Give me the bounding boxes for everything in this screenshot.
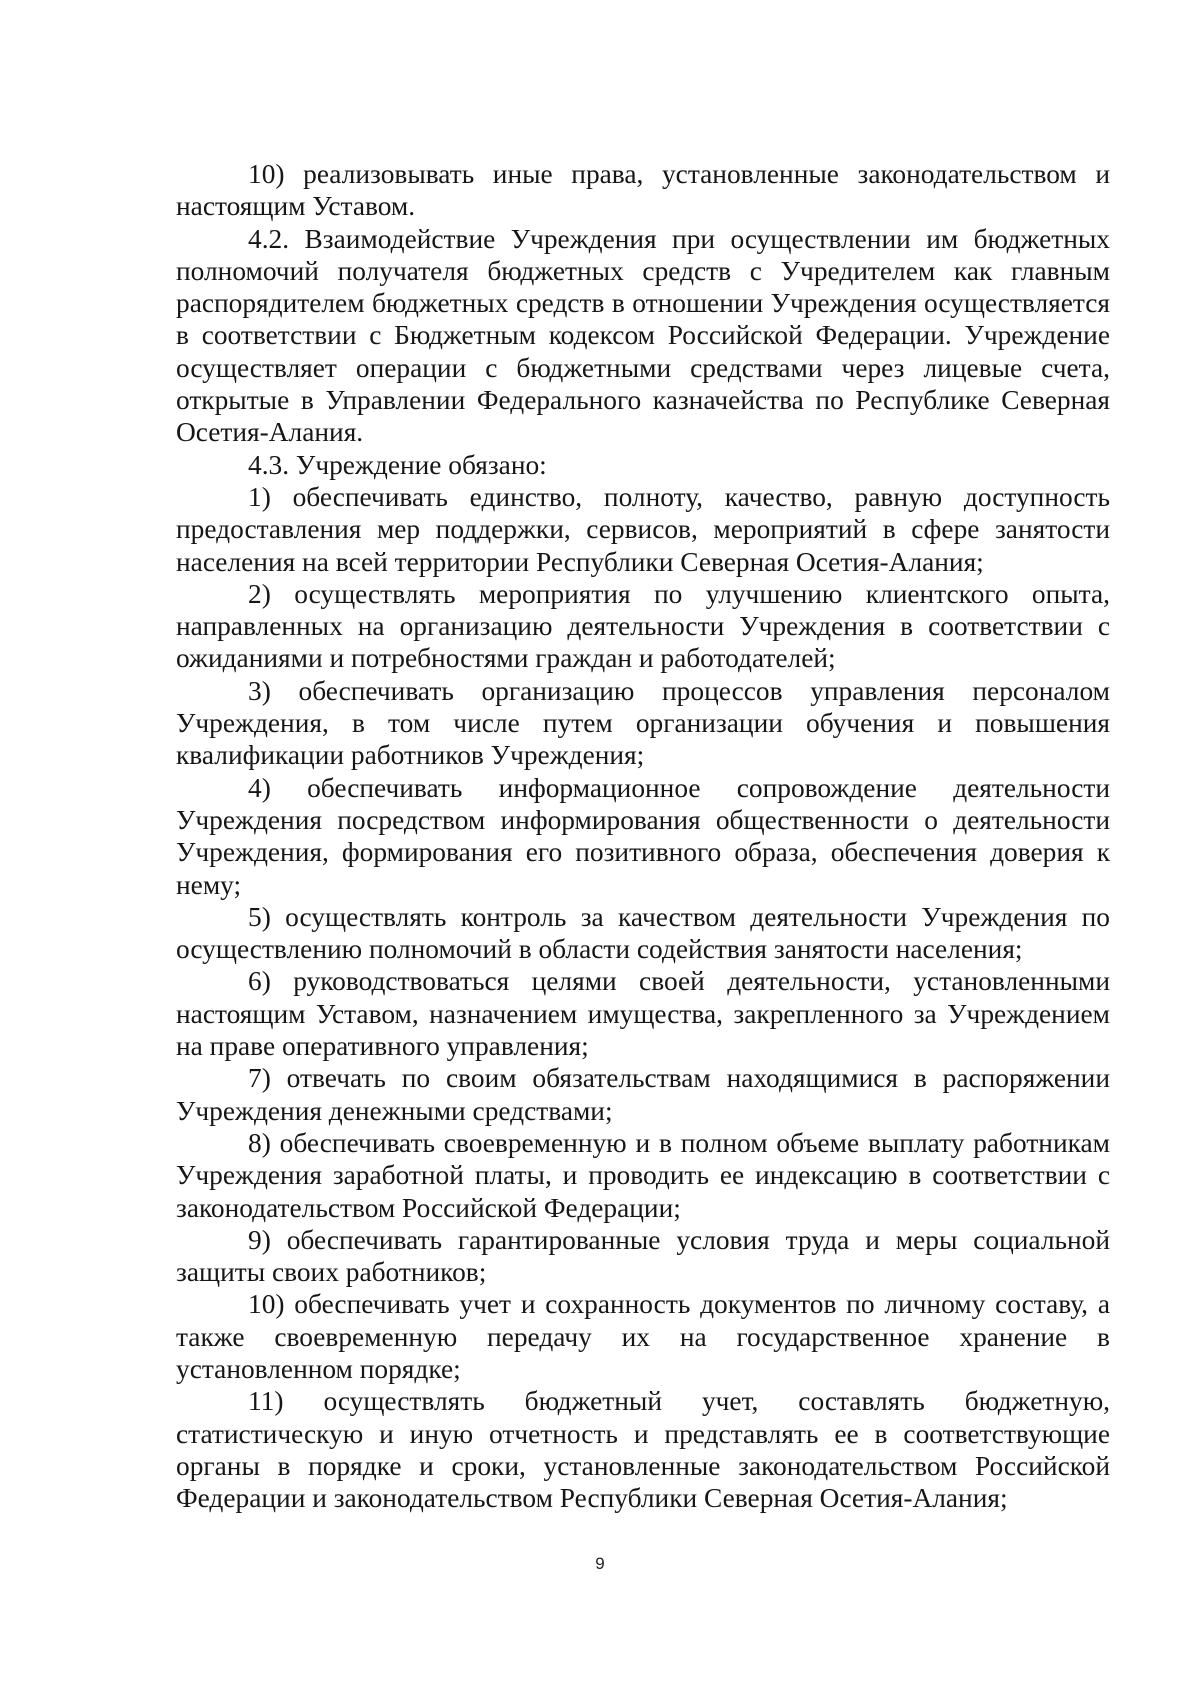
- paragraph-4-2: 4.2. Взаимодействие Учреждения при осуществлении им бюджетных полномочий получателя бюджетных средств с Учредителем как главным распорядителем бюджетных средств в отношении Учреждения осуществляется в соответствии с Бюджетным кодексом Российской Федерации. Учреждение осуществляет операции с бюджетными средствами через лицевые счета, открытые в Управлении Федерального казначейства по Республике Северная Осетия-Алания.: [176, 223, 1110, 448]
- list-item-11: 11) осуществлять бюджетный учет, составлять бюджетную, статистическую и иную отчетность и представлять ее в соответствующие органы в порядке и сроки, установленные законодательством Российской Федерации и законодательством Республики Северная Осетия-Алания;: [176, 1386, 1110, 1514]
- list-item-2: 2) осуществлять мероприятия по улучшению клиентского опыта, направленных на организацию деятельности Учреждения в соответствии с ожиданиями и потребностями граждан и работодателей;: [176, 578, 1110, 674]
- list-item-9: 9) обеспечивать гарантированные условия труда и меры социальной защиты своих работников;: [176, 1224, 1110, 1288]
- list-item-4: 4) обеспечивать информационное сопровождение деятельности Учреждения посредством информирования общественности о деятельности Учреждения, формирования его позитивного образа, обеспечения доверия к нему;: [176, 772, 1110, 900]
- list-item-8: 8) обеспечивать своевременную и в полном объеме выплату работникам Учреждения заработной платы, и проводить ее индексацию в соответствии с законодательством Российской Федерации;: [176, 1127, 1110, 1223]
- list-item-10: 10) обеспечивать учет и сохранность документов по личному составу, а также своевременную передачу их на государственное хранение в установленном порядке;: [176, 1289, 1110, 1384]
- page-number: 9: [595, 1554, 605, 1573]
- list-item-1: 1) обеспечивать единство, полноту, качество, равную доступность предоставления мер поддержки, сервисов, мероприятий в сфере занятости населения на всей территории Республики Северная Осетия-Алания;: [176, 481, 1110, 577]
- list-item-7: 7) отвечать по своим обязательствам находящимися в распоряжении Учреждения денежными средствами;: [176, 1063, 1110, 1126]
- paragraph-4-3: 4.3. Учреждение обязано:: [248, 449, 547, 480]
- list-item-6: 6) руководствоваться целями своей деятельности, установленными настоящим Уставом, назначением имущества, закрепленного за Учреждением на праве оперативного управления;: [176, 966, 1110, 1062]
- list-item-5: 5) осуществлять контроль за качеством деятельности Учреждения по осуществлению полномочий в области содействия занятости населения;: [176, 901, 1110, 965]
- paragraph-rights-10: 10) реализовывать иные права, установленные законодательством и настоящим Уставом.: [176, 159, 1110, 222]
- document-body: [176, 158, 1110, 1514]
- list-item-3: 3) обеспечивать организацию процессов управления персоналом Учреждения, в том числе путем организации обучения и повышения квалификации работников Учреждения;: [176, 675, 1110, 771]
